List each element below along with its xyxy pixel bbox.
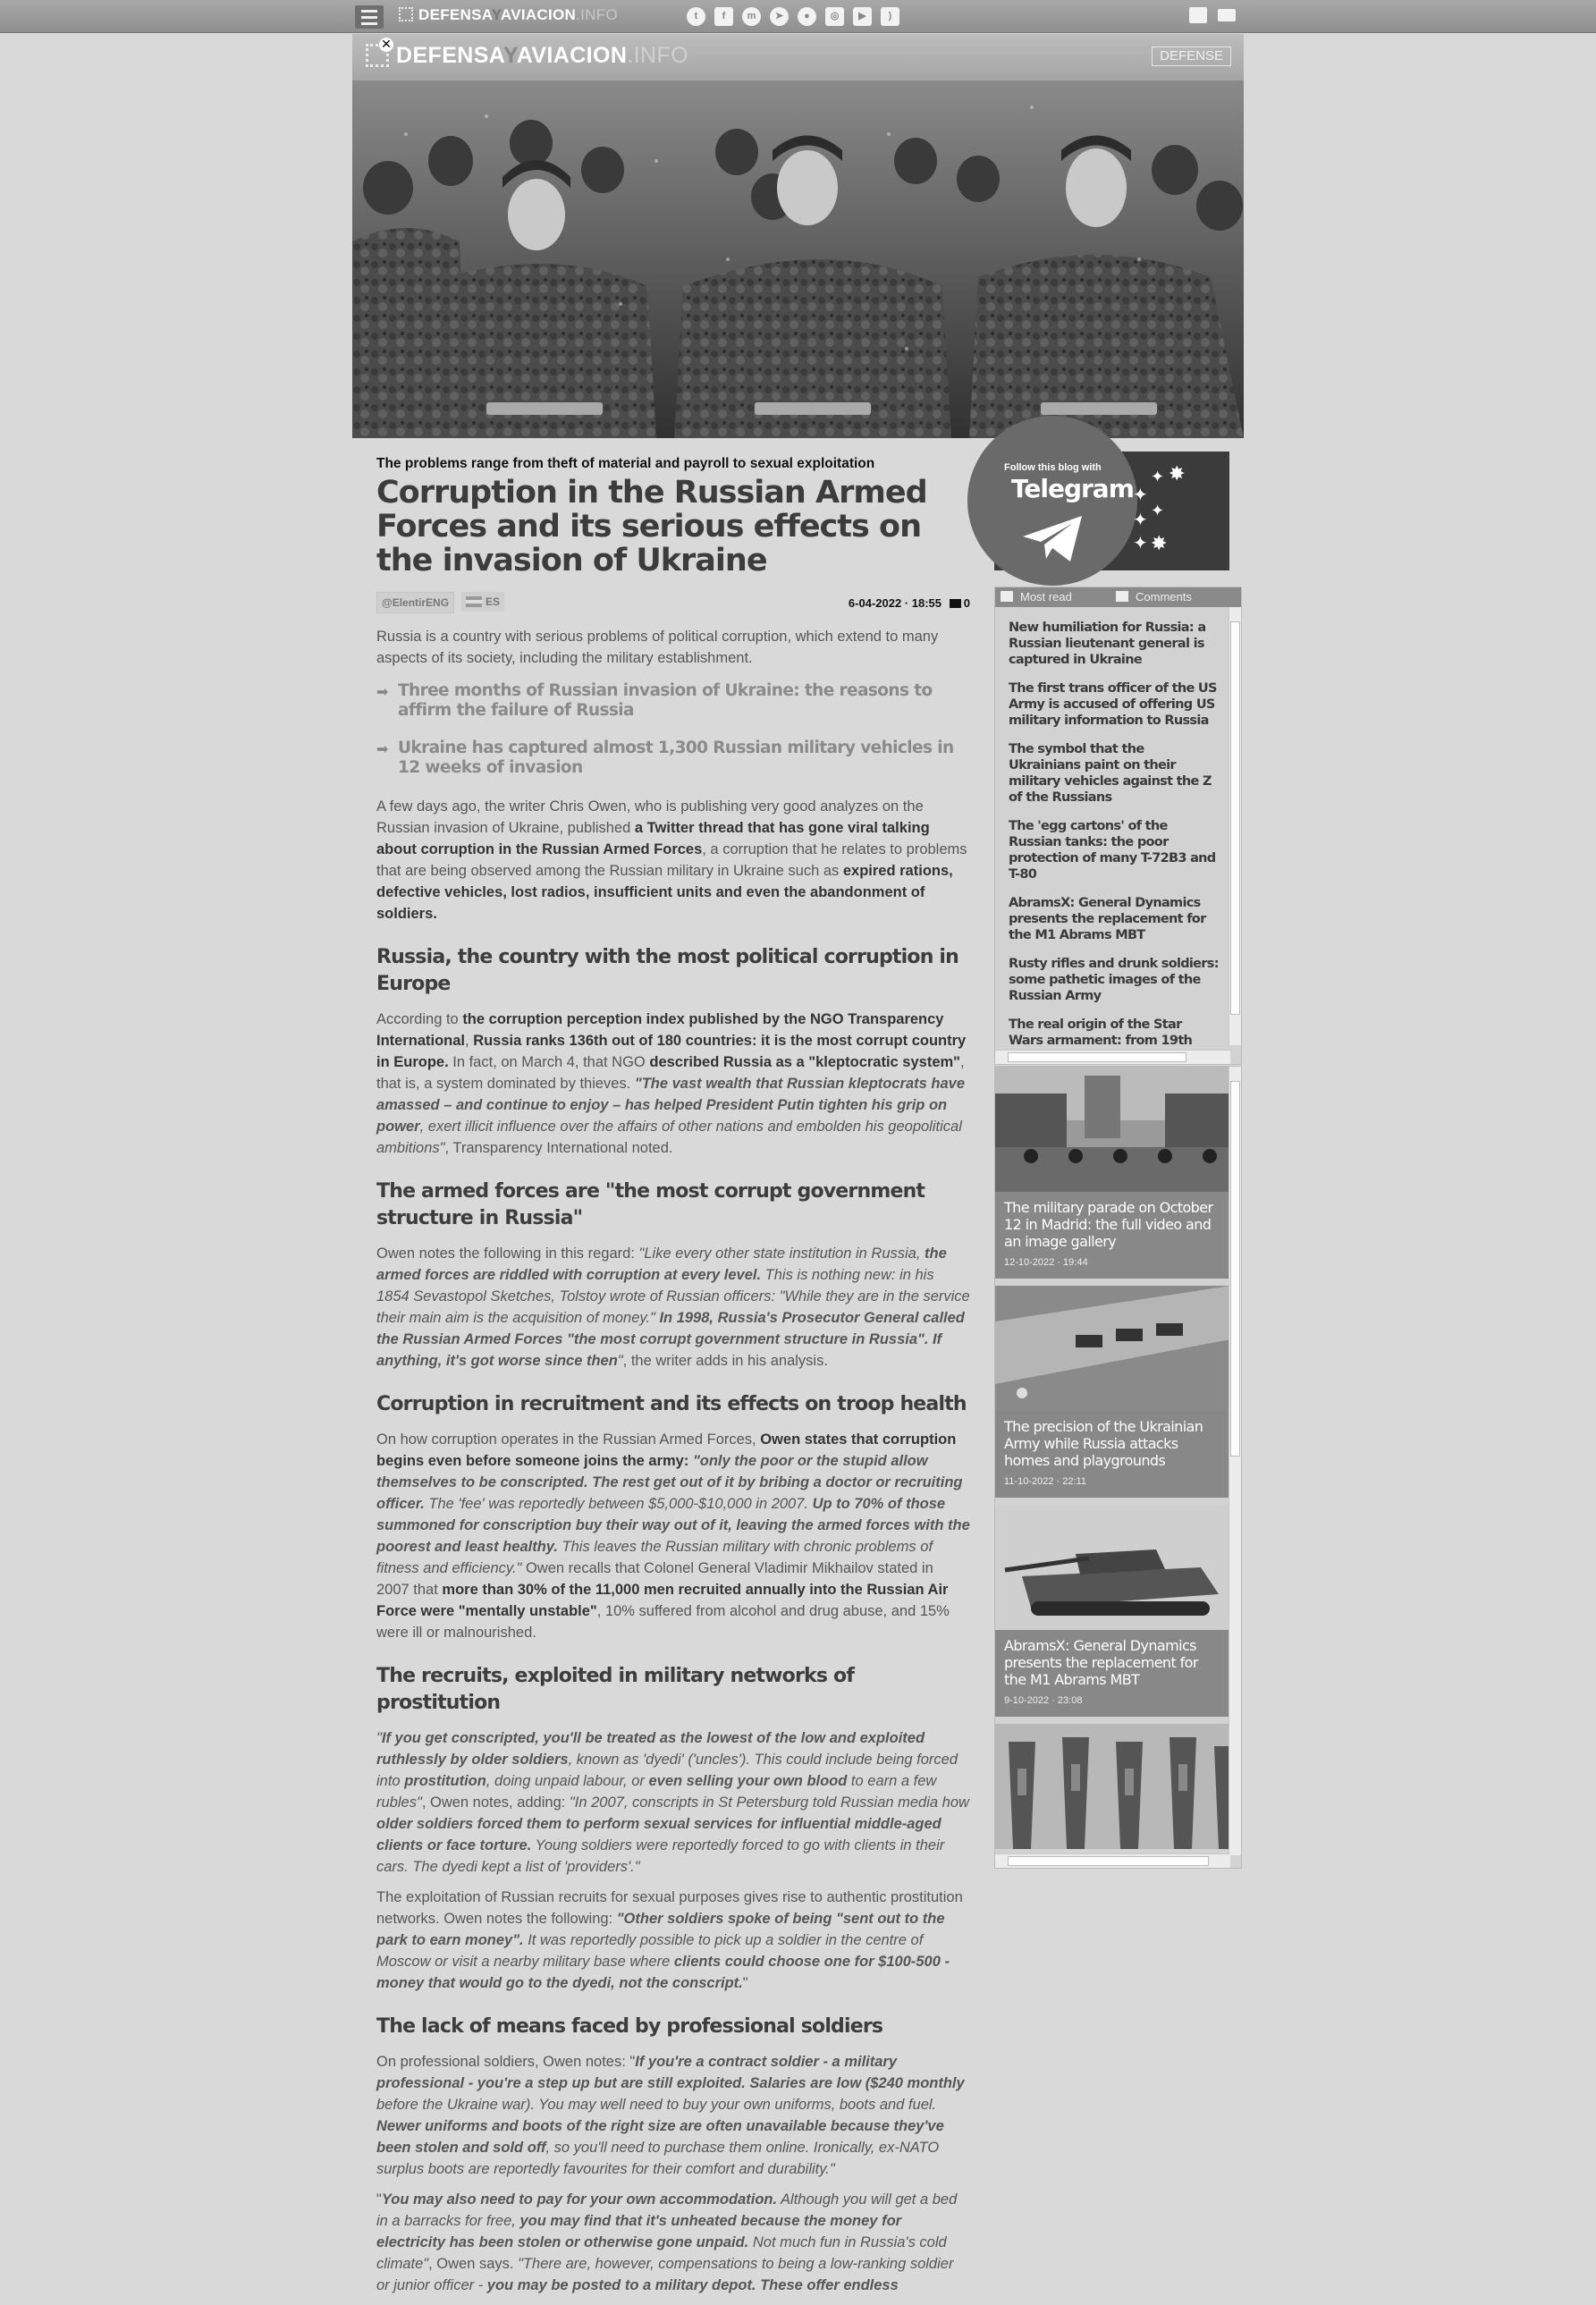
most-read-item[interactable]: AbramsX: General Dynamics presents the replacement for the M1 Abrams MBT: [1009, 896, 1206, 942]
gallery-card[interactable]: [995, 1286, 1230, 1498]
section-heading: The recruits, exploited in military networks of prostitution: [376, 1665, 855, 1714]
text: , Transparency International noted.: [444, 1140, 673, 1156]
gallery-caption[interactable]: The military parade on October 12 in Madrid: the full video and an image gallery: [1004, 1199, 1213, 1250]
quote: Not much fun in Russia's cold climate": [376, 2234, 947, 2272]
flipboard-icon[interactable]: ●: [798, 7, 816, 26]
brand-part: .INFO: [576, 6, 618, 23]
site-logo[interactable]: [366, 43, 688, 69]
tank-photo: [995, 1505, 1230, 1630]
gallery-card[interactable]: [995, 1505, 1230, 1717]
quote: "Like every other state institution in Russia,: [638, 1245, 925, 1262]
tab-most-read[interactable]: [1001, 590, 1072, 604]
most-read-list: [995, 607, 1219, 1081]
gallery-widget: [994, 1066, 1242, 1869]
telegram-follow-label: Follow this blog with: [1004, 462, 1102, 473]
hero-image: [352, 80, 1244, 438]
related-link[interactable]: [376, 681, 970, 721]
star-icon: [1001, 591, 1013, 602]
twitter-thread-link[interactable]: a Twitter thread that has gone viral talking about corruption in the Russian Armed Forces: [376, 820, 930, 857]
most-read-widget: [994, 587, 1242, 1065]
language-switch[interactable]: [461, 592, 504, 612]
gallery-date: 12-10-2022 · 19:44: [1004, 1257, 1088, 1268]
text: Owen notes the following in this regard:: [376, 1245, 639, 1262]
quote: The 'fee' was reportedly between $5,000-$10,000 in 2007.: [424, 1496, 813, 1512]
gallery-image: [995, 1286, 1230, 1411]
quote-bold: prostitution: [404, 1773, 486, 1789]
body-paragraph: [376, 796, 970, 925]
gallery-image: [995, 1724, 1230, 1849]
body-paragraph: [376, 1009, 970, 1159]
horizontal-scrollbar[interactable]: [995, 1853, 1230, 1868]
brand-part: AVIACION: [500, 6, 577, 23]
tab-comments[interactable]: [1116, 590, 1192, 604]
quote: Young soldiers were reportedly forced to go with clients in their cars. The dyedi kept a list of 'providers'.": [376, 1837, 945, 1875]
topbar-right-icons: [1189, 7, 1236, 23]
text: , a corruption that he relates to problems that are being observed among the Russian military in Ukraine such as: [376, 841, 967, 879]
site-logo-icon: [399, 7, 413, 21]
quote-bold: Newer uniforms and boots of the right size are often unavailable because they've been stolen and sold off: [376, 2118, 944, 2156]
intro-paragraph: Russia is a country with serious problems of political corruption, which extend to many aspects of its society, including the military establishment.: [376, 629, 939, 666]
text: In fact, on March 4, that NGO: [448, 1054, 650, 1070]
quote: This is nothing new: in his 1854 Sevastopol Sketches, Tolstoy wrote of Russian officers: "While they are in the service their main aim is the acquisition of money.": [376, 1267, 970, 1326]
quote: "There are, however, compensations to being a low-ranking soldier or junior officer -: [376, 2256, 954, 2293]
logo-part: Y: [502, 43, 517, 68]
body-paragraph: [376, 1887, 970, 1994]
quote-bold: If you get conscripted, you'll be treated as the lowest of the low and exploited ruthlessly by older soldiers: [376, 1730, 925, 1768]
youtube-icon[interactable]: ▶: [853, 7, 872, 26]
instagram-icon[interactable]: ◎: [825, 7, 844, 26]
tab-label: Comments: [1136, 590, 1192, 604]
text: , Owen says.: [428, 2256, 519, 2272]
cpi-link[interactable]: the corruption perception index published by the NGO Transparency International: [376, 1011, 944, 1049]
text: ,: [465, 1033, 474, 1049]
tab-label: Most read: [1020, 590, 1072, 604]
paper-plane-icon: [1021, 514, 1084, 563]
brand-part: DEFENSA: [418, 6, 492, 23]
text: The exploitation of Russian recruits for sexual purposes gives rise to authentic prostitution networks. Owen notes the following:: [376, 1889, 963, 1927]
most-read-item[interactable]: The real origin of the Star Wars armament: from 19th: [1009, 1017, 1193, 1048]
gallery-image: [995, 1505, 1230, 1630]
scrollbar-thumb[interactable]: [1008, 1052, 1186, 1062]
text: ": [742, 1975, 748, 1991]
quote-bold: the armed forces are riddled with corruption at every level.: [376, 1245, 947, 1283]
article-title: Corruption in the Russian Armed Forces and its serious effects on the invasion of Ukraine: [376, 475, 927, 578]
body-paragraph: [376, 2189, 970, 2296]
quote-bold: "only the poor or the stupid allow themselves to be conscripted. The rest get out of it by bribing a doctor or recruiting officer.: [376, 1453, 963, 1512]
quote-bold: "Other soldiers spoke of being "sent out to the park to earn money".: [376, 1911, 945, 1948]
logo-part: .INFO: [627, 43, 688, 68]
text: , that is, a system dominated by thieves.: [376, 1054, 965, 1092]
quote-bold: older soldiers forced them to perform sexual services for influential middle-aged clients or face torture.: [376, 1816, 942, 1853]
body-paragraph: [376, 1727, 970, 1878]
author-link[interactable]: @ElentirENG: [376, 592, 454, 613]
comment-count[interactable]: [950, 596, 970, 610]
language-label: ES: [486, 595, 501, 608]
topbar-brand-link[interactable]: [399, 6, 618, 24]
related-link-text[interactable]: Ukraine has captured almost 1,300 Russian military vehicles in 12 weeks of invasion: [398, 739, 954, 777]
quote: "In 2007, conscripts in St Petersburg told Russian media how: [569, 1794, 969, 1811]
telegram-banner[interactable]: [994, 452, 1229, 570]
quote: , known as 'dyedi' ('uncles'). This could include being forced into: [376, 1752, 958, 1789]
gallery-caption[interactable]: The precision of the Ukrainian Army while Russia attacks homes and playgrounds: [1004, 1418, 1203, 1469]
soldiers-photo: [352, 80, 1244, 438]
brand-part: Y: [491, 6, 501, 23]
text-bold: expired rations, defective vehicles, lost radios, insufficient units and even the abandonment of soldiers.: [376, 863, 953, 922]
gallery-card[interactable]: [995, 1067, 1230, 1279]
newspaper-icon[interactable]: [1189, 7, 1207, 23]
text-bold: Russia ranks 136th out of 180 countries: it is the most corrupt country in Europe.: [376, 1033, 967, 1070]
mail-icon[interactable]: [1218, 9, 1236, 21]
top-bar: [0, 0, 1596, 33]
text-bold: more than 30% of the 11,000 men recruited annually into the Russian Air Force were "mentally unstable": [376, 1582, 949, 1619]
meneame-icon[interactable]: m: [742, 7, 761, 26]
quote: , doing unpaid labour, or: [486, 1773, 649, 1789]
article: [376, 456, 970, 2305]
arrow-right-icon: ➡: [376, 742, 389, 757]
section-heading: The armed forces are "the most corrupt government structure in Russia": [376, 1180, 925, 1229]
related-link[interactable]: [376, 739, 970, 778]
related-link-text[interactable]: Three months of Russian invasion of Ukraine: the reasons to affirm the failure of Russia: [398, 681, 933, 720]
flags-photo: [995, 1724, 1230, 1849]
quote-bold: you may be posted to a military depot. These offer endless: [486, 2277, 899, 2293]
social-links: [687, 7, 899, 26]
text: Owen recalls that Colonel General Vladimir Mikhailov stated in 2007 that: [376, 1560, 933, 1598]
text: A few days ago, the writer Chris Owen, who is publishing very good analyzes on the Russian invasion of Ukraine, published: [376, 798, 924, 836]
text: , 10% suffered from alcohol and drug abuse, and 15% were ill or malnourished.: [376, 1603, 950, 1641]
gallery-caption[interactable]: AbramsX: General Dynamics presents the replacement for the M1 Abrams MBT: [1004, 1637, 1198, 1688]
quote: ": [617, 1353, 623, 1369]
text: On how corruption operates in the Russian Armed Forces,: [376, 1431, 761, 1448]
article-meta: [376, 592, 970, 617]
text: According to: [376, 1011, 463, 1027]
most-read-item[interactable]: The 'egg cartons' of the Russian tanks: the poor protection of many T-72B3 and T-80: [1009, 819, 1216, 882]
telegram-name: Telegram: [1011, 474, 1134, 503]
drone-strike-photo: [995, 1286, 1230, 1411]
scrollbar-thumb[interactable]: [1008, 1856, 1209, 1866]
parade-photo: [995, 1067, 1230, 1192]
quote-bold: "The vast wealth that Russian kleptocrats have amassed – and continue to enjoy – has helped President Putin tighten his grip on power: [376, 1076, 965, 1135]
vertical-scrollbar[interactable]: [1229, 607, 1241, 1045]
quote: , so you'll need to purchase them online. Ironically, ex-NATO surplus boots are reportedly favourites for their comfort and durability.": [376, 2140, 940, 2177]
comment-icon: [1116, 591, 1128, 602]
kleptocratic-link[interactable]: described Russia as a "kleptocratic system": [649, 1054, 961, 1070]
quote-bold: you may find that it's unheated because the money for electricity has been stolen or otherwise gone unpaid.: [376, 2213, 902, 2250]
section-heading: Russia, the country with the most political corruption in Europe: [376, 946, 959, 995]
gallery-date: 9-10-2022 · 23:08: [1004, 1695, 1083, 1706]
quote: before the Ukraine war). You may well need to buy your own uniforms, boots and fuel.: [376, 2097, 937, 2113]
quote-bold: You may also need to pay for your own accommodation.: [381, 2191, 778, 2208]
text-bold: Owen states that corruption begins even before someone joins the army:: [376, 1431, 957, 1469]
scrollbar-thumb[interactable]: [1230, 621, 1240, 1015]
quote: It was reportedly possible to pick up a soldier in the centre of Moscow or visit a nearby military base where: [376, 1932, 924, 1970]
body-paragraph: [376, 1243, 970, 1372]
most-read-item[interactable]: The first trans officer of the US Army is accused of offering US military information to Russia: [1009, 681, 1217, 728]
gallery-date: 11-10-2022 · 22:11: [1004, 1476, 1086, 1487]
telegram-icon[interactable]: ➤: [770, 7, 789, 26]
quote: ": [376, 1730, 382, 1746]
section-badge[interactable]: DEFENSE: [1152, 46, 1231, 66]
publish-date: 6-04-2022 · 18:55: [848, 596, 942, 610]
quote: , exert illicit influence over the affairs of other nations and embolden his geopolitical ambitions": [376, 1119, 962, 1156]
text: ": [376, 2191, 382, 2208]
body-paragraph: [376, 1429, 970, 1643]
vertical-scrollbar[interactable]: [1229, 1067, 1241, 1855]
text: On professional soldiers, Owen notes: ": [376, 2054, 636, 2070]
most-read-item[interactable]: New humiliation for Russia: a Russian lieutenant general is captured in Ukraine: [1009, 621, 1206, 667]
scrollbar-thumb[interactable]: [1230, 1081, 1240, 1456]
comment-icon: [950, 599, 961, 608]
text: , the writer adds in his analysis.: [622, 1353, 828, 1369]
most-read-item[interactable]: The symbol that the Ukrainians paint on their military vehicles against the Z of the Russians: [1009, 742, 1212, 805]
quote-bold: In 1998, Russia's Prosecutor General called the Russian Armed Forces "the most corrupt government structure in Russia". If anything, it's got worse since then: [376, 1310, 965, 1369]
section-heading: The lack of means faced by professional soldiers: [376, 2015, 883, 2038]
horizontal-scrollbar[interactable]: [995, 1050, 1230, 1064]
body-paragraph: [376, 2051, 970, 2180]
arrow-right-icon: ➡: [376, 685, 389, 700]
twitter-icon[interactable]: t: [687, 7, 705, 26]
hamburger-menu-icon[interactable]: [355, 5, 384, 29]
rss-icon[interactable]: ): [881, 7, 899, 26]
article-kicker: The problems range from theft of material and payroll to sexual exploitation: [376, 456, 875, 471]
facebook-icon[interactable]: f: [714, 7, 733, 26]
text: , Owen notes, adding:: [421, 1794, 570, 1811]
most-read-item[interactable]: Rusty rifles and drunk soldiers: some pathetic images of the Russian Army: [1009, 957, 1219, 1003]
spain-flag-icon: [466, 596, 482, 607]
gallery-card[interactable]: [995, 1724, 1230, 1849]
quote-bold: Up to 70% of those summoned for conscription buy their way out of it, leaving the armed forces with the poorest and least healthy.: [376, 1496, 970, 1555]
quote: Although you will get a bed in a barracks for free,: [376, 2191, 958, 2229]
quote-bold: even selling your own blood: [648, 1773, 848, 1789]
quote: This leaves the Russian military with chronic problems of fitness and efficiency.": [376, 1539, 933, 1576]
site-header: [352, 34, 1244, 80]
comment-count-value: 0: [963, 596, 970, 610]
close-icon[interactable]: ✕: [379, 38, 393, 52]
quote-bold: clients could choose one for $100-500 - money that would go to the dyedi, not the conscript.: [376, 1954, 950, 1991]
logo-part: AVIACION: [516, 43, 628, 68]
stars-icon: ✸ ✦ ✦ ✦ ✦ ✦ ✸: [1133, 462, 1186, 554]
gallery-image: [995, 1067, 1230, 1192]
quote-bold: If you're a contract soldier - a military professional - you're a step up but are still exploited. Salaries are low ($240 monthly: [376, 2054, 965, 2091]
quote: to earn a few rubles": [376, 1773, 937, 1811]
logo-part: DEFENSA: [396, 43, 503, 68]
section-heading: Corruption in recruitment and its effects on troop health: [376, 1393, 967, 1415]
widget-tabs: [995, 587, 1241, 607]
